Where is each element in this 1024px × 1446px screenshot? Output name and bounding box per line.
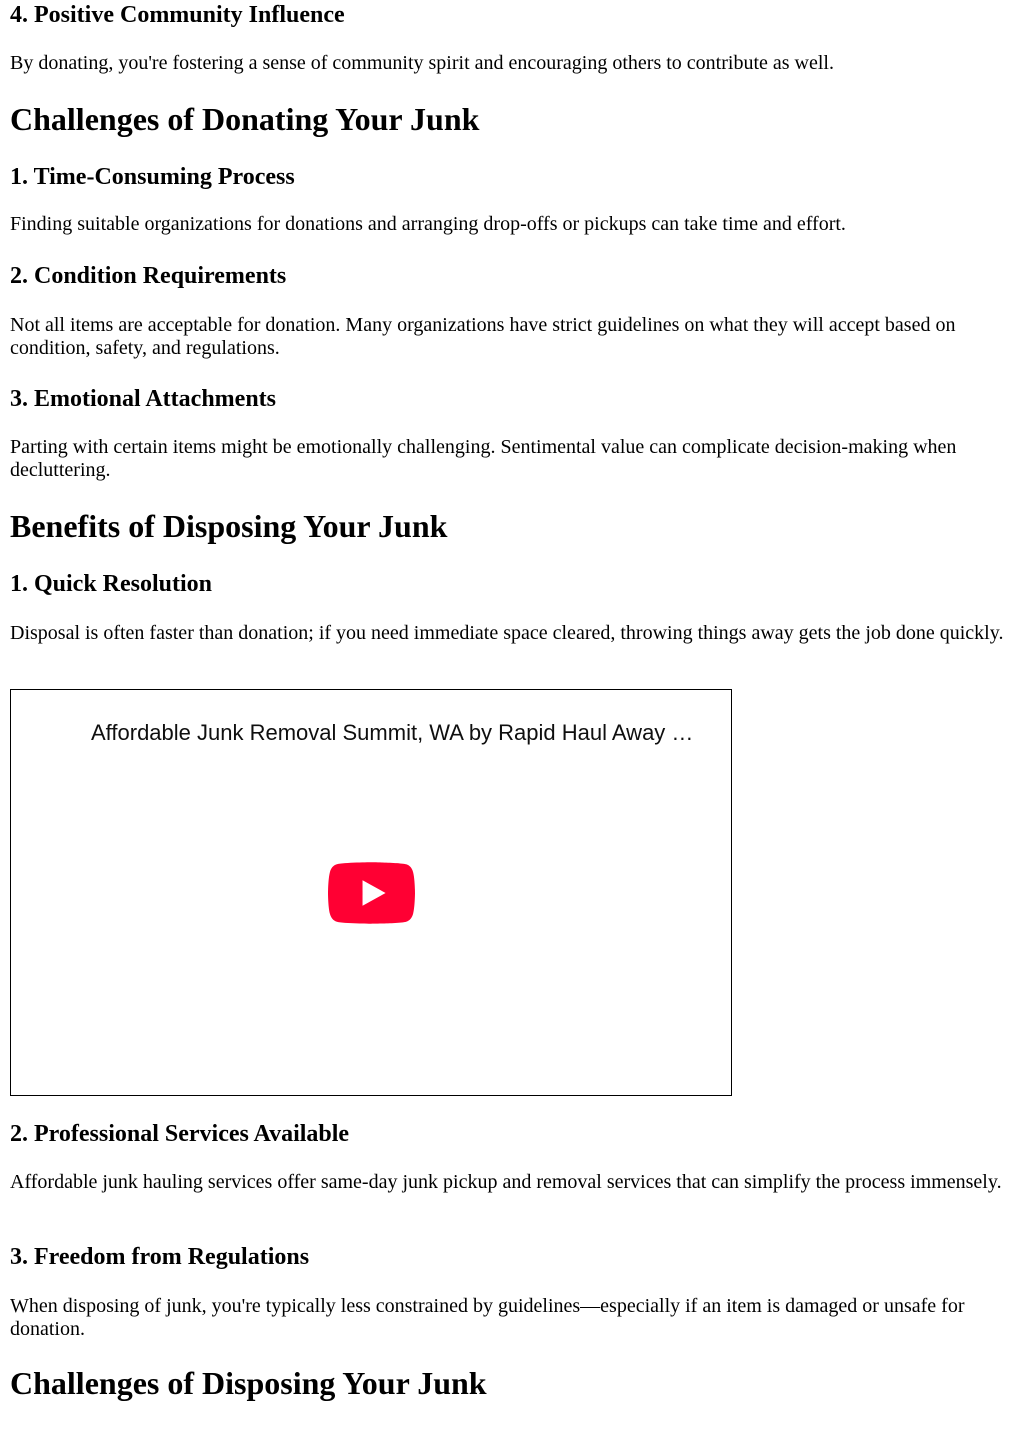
- play-button-graphic: [328, 862, 415, 924]
- heading-challenges-donating: Challenges of Donating Your Junk: [10, 101, 480, 137]
- heading-quick-resolution: 1. Quick Resolution: [10, 571, 213, 597]
- youtube-play-icon[interactable]: [328, 862, 415, 924]
- heading-benefits-disposing: Benefits of Disposing Your Junk: [10, 508, 448, 544]
- heading-positive-community-influence: 4. Positive Community Influence: [10, 2, 345, 28]
- heading-professional-services: 2. Professional Services Available: [10, 1121, 350, 1147]
- heading-freedom-from-regulations: 3. Freedom from Regulations: [10, 1244, 310, 1270]
- paragraph-quick-resolution: Disposal is often faster than donation; if you need immediate space cleared, throwing things away gets the job done quickly.: [10, 622, 1004, 644]
- heading-emotional-attachments: 3. Emotional Attachments: [10, 386, 276, 412]
- paragraph-professional-services: Affordable junk hauling services offer same-day junk pickup and removal services that can simplify the process immensely.: [10, 1171, 1002, 1193]
- heading-time-consuming-process: 1. Time-Consuming Process: [10, 164, 295, 190]
- video-embed[interactable]: [10, 689, 732, 1096]
- paragraph-freedom-from-regulations: When disposing of junk, you're typically less constrained by guidelines—especially if an item is damaged or unsafe for donation.: [10, 1295, 965, 1340]
- heading-challenges-disposing: Challenges of Disposing Your Junk: [10, 1365, 487, 1401]
- paragraph-time-consuming-process: Finding suitable organizations for donations and arranging drop-offs or pickups can take time and effort.: [10, 213, 846, 235]
- paragraph-condition-requirements: Not all items are acceptable for donation. Many organizations have strict guidelines on what they will accept based on condition, safety, and regulations.: [10, 314, 956, 359]
- heading-condition-requirements: 2. Condition Requirements: [10, 263, 287, 289]
- paragraph-emotional-attachments: Parting with certain items might be emotionally challenging. Sentimental value can complicate decision-making when decluttering.: [10, 436, 957, 481]
- paragraph-community-influence: By donating, you're fostering a sense of community spirit and encouraging others to contribute as well.: [10, 52, 834, 74]
- video-title[interactable]: Affordable Junk Removal Summit, WA by Rapid Haul Away …: [91, 720, 694, 745]
